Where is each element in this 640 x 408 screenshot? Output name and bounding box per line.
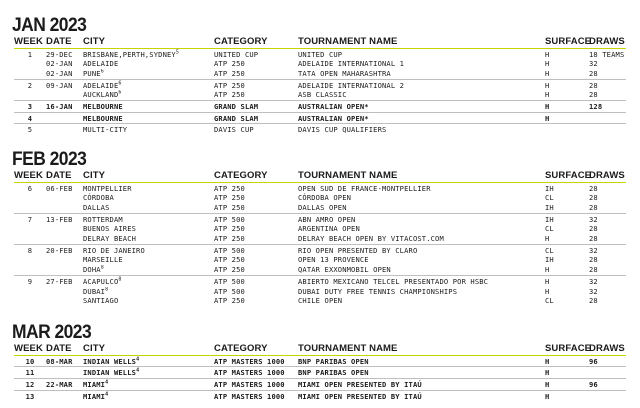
table-row [14,287,626,297]
table-row [14,69,626,79]
category-cell: ATP 250 [214,224,245,234]
city-cell [83,193,214,203]
category-cell: ATP MASTERS 1000 [214,368,285,378]
table-row [14,213,626,224]
category-column-header: CATEGORY [214,343,268,355]
footnote-marker: 4 [136,356,140,363]
week-cell: 6 [27,183,33,193]
category-cell: GRAND SLAM [214,113,259,123]
city-cell [83,265,214,275]
tournament-name-cell: MIAMI OPEN PRESENTED BY ITAÚ [298,379,422,389]
table-header-row [14,36,626,48]
date-cell [46,367,83,379]
date-cell [46,390,83,401]
date-column-header: DATE [46,170,72,182]
draws-cell: 28 [589,224,598,234]
category-cell: ATP 250 [214,90,245,100]
week-column-header: WEEK [14,343,43,355]
tournament-name-cell: AUSTRALIAN OPEN* [298,113,369,123]
category-cell: ATP 500 [214,214,245,224]
city-name: DUBAI [83,286,106,296]
draws-column-header: DRAWS [589,36,625,48]
tournament-name-cell: ASB CLASSIC [298,90,347,100]
category-cell: ATP 250 [214,234,245,244]
draws-cell: 28 [589,255,598,265]
table-row [14,390,626,401]
tournament-name-cell: UNITED CUP [298,49,343,59]
surface-cell: H [545,68,550,78]
category-cell: DAVIS CUP [214,125,254,135]
category-cell: ATP 250 [214,255,245,265]
date-cell [46,90,83,100]
date-cell: 02-JAN [46,68,73,78]
tournament-name-cell: CÓRDOBA OPEN [298,193,352,203]
table-header-row [14,170,626,182]
footnote-marker: 8 [105,286,109,293]
city-name: ACAPULCO [83,276,119,286]
date-column-header: DATE [46,343,72,355]
draws-cell: 28 [589,202,598,212]
draws-cell: 96 [589,379,598,389]
date-cell: 27-FEB [46,276,73,286]
table-row [14,355,626,367]
city-name: SANTIAGO [83,296,119,306]
tournament-name-cell: ADELAIDE INTERNATIONAL 2 [298,80,405,90]
city-cell [83,275,214,286]
tournament-name-cell: OPEN SUD DE FRANCE-MONTPELLIER [298,183,431,193]
surface-cell: H [545,286,550,296]
week-cell [14,90,46,100]
category-cell: ATP MASTERS 1000 [214,356,285,366]
city-name: ADELAIDE [83,80,119,90]
city-column-header: CITY [83,36,106,48]
surface-cell: CL [545,224,554,234]
table-row [14,59,626,69]
week-cell: 4 [27,113,33,123]
table-row [14,79,626,90]
category-cell: ATP 250 [214,296,245,306]
month-section-mar [12,323,630,401]
city-name: CÓRDOBA [83,193,114,203]
city-name: INDIAN WELLS [83,368,137,378]
week-column-header: WEEK [14,36,43,48]
tournament-name-cell: OPEN 13 PROVENCE [298,255,369,265]
surface-cell: H [545,113,550,123]
date-cell [46,265,83,275]
city-name: MELBOURNE [83,113,123,123]
surface-cell: IH [545,183,554,193]
tournament-name-column-header: TOURNAMENT NAME [298,36,398,48]
surface-cell [545,124,589,135]
draws-cell: 28 [589,80,598,90]
city-name: DELRAY BEACH [83,234,137,244]
footnote-marker: 8 [100,265,104,271]
week-cell: 7 [27,214,33,224]
tournament-name-cell: QATAR EXXONMOBIL OPEN [298,265,391,275]
draws-column-header: DRAWS [589,343,625,355]
surface-cell: IH [545,202,554,212]
table-row [14,124,626,135]
city-cell [83,124,214,135]
date-cell [46,112,83,124]
category-cell: ATP 500 [214,245,245,255]
tournament-name-cell: DALLAS OPEN [298,202,347,212]
category-cell: ATP 250 [214,193,245,203]
week-cell: 13 [25,391,35,401]
surface-column-header: SURFACE [545,36,592,48]
footnote-marker: 4 [105,391,109,398]
surface-cell: IH [545,255,554,265]
city-name: RIO DE JANEIRO [83,245,145,255]
date-cell: 16-JAN [46,102,73,112]
date-cell [46,124,83,135]
date-cell: 02-JAN [46,59,73,69]
city-cell [83,48,214,59]
table-row [14,378,626,390]
table-row [14,112,626,124]
table-row [14,367,626,379]
city-cell [83,213,214,224]
surface-cell: H [545,80,550,90]
week-cell: 3 [27,102,33,112]
draws-cell: 28 [589,183,598,193]
category-cell: ATP 250 [214,68,245,78]
city-name: MIAMI [83,391,106,401]
week-cell: 10 [25,356,35,366]
city-cell [83,203,214,213]
city-cell [83,182,214,193]
tournament-name-cell: TATA OPEN MAHARASHTRA [298,68,391,78]
tournament-name-cell: CHILE OPEN [298,296,343,306]
table-row [14,90,626,100]
category-cell: ATP 250 [214,183,245,193]
date-cell: 20-FEB [46,245,73,255]
month-title: FEB 2023 [12,149,87,170]
table-row [14,224,626,234]
surface-cell: H [545,59,550,69]
city-name: INDIAN WELLS [83,356,137,366]
city-name: MIAMI [83,379,106,389]
surface-cell: H [545,379,550,389]
table-row [14,255,626,265]
date-cell: 06-FEB [46,183,73,193]
draws-cell [589,124,626,135]
surface-cell: IH [545,214,554,224]
date-cell: 29-DEC [46,49,73,59]
city-cell [83,101,214,113]
week-cell [14,287,46,297]
city-cell [83,296,214,306]
surface-cell: CL [545,296,554,306]
surface-cell: H [545,102,550,112]
month-title: JAN 2023 [12,15,87,36]
week-cell: 12 [25,379,35,389]
surface-cell: H [545,276,550,286]
month-section-jan [12,16,630,135]
table-row [14,265,626,275]
city-name: PUNE [83,68,101,78]
surface-cell: H [545,391,550,401]
city-cell [83,355,214,367]
date-cell: 13-FEB [46,214,73,224]
category-column-header: CATEGORY [214,170,268,182]
surface-cell: H [545,368,550,378]
category-cell: GRAND SLAM [214,102,259,112]
week-cell [14,203,46,213]
draws-cell: 32 [589,245,598,255]
category-cell: ATP 250 [214,202,245,212]
draws-cell: 28 [589,296,598,306]
draws-cell: 128 [589,102,603,112]
draws-cell: 18 TEAMS [589,49,625,59]
date-cell: 09-JAN [46,80,73,90]
month-section-feb [12,150,630,306]
city-name: MONTPELLIER [83,183,132,193]
footnote-marker: 6 [100,68,104,75]
footnote-marker: 4 [136,367,140,374]
week-cell [14,296,46,306]
tournament-name-cell: ARGENTINA OPEN [298,224,360,234]
city-name: MARSEILLE [83,255,123,265]
draws-cell: 96 [589,356,598,366]
surface-cell: H [545,90,550,100]
week-cell [14,193,46,203]
tournament-name-cell: BNP PARIBAS OPEN [298,356,369,366]
city-cell [83,287,214,297]
date-cell [46,287,83,297]
date-cell [46,255,83,265]
draws-cell: 32 [589,276,598,286]
surface-column-header: SURFACE [545,343,592,355]
tournament-name-cell: MIAMI OPEN PRESENTED BY ITAÚ [298,391,422,401]
draws-cell: 28 [589,265,598,275]
tournament-name-cell: RIO OPEN PRESENTED BY CLARO [298,245,418,255]
week-cell: 2 [27,80,33,90]
tournament-name-cell: DELRAY BEACH OPEN BY VITACOST.COM [298,234,444,244]
draws-cell: 32 [589,214,598,224]
draws-cell [589,367,626,379]
date-cell [46,296,83,306]
city-name: ADELAIDE [83,59,119,69]
date-cell [46,193,83,203]
schedule-table [14,36,626,135]
city-cell [83,367,214,379]
date-cell: 22-MAR [46,379,73,389]
surface-cell: H [545,49,550,59]
category-cell: ATP MASTERS 1000 [214,379,285,389]
date-cell [46,234,83,244]
week-cell: 5 [27,125,33,135]
tournament-name-column-header: TOURNAMENT NAME [298,343,398,355]
table-row [14,296,626,306]
date-cell [46,224,83,234]
table-row [14,193,626,203]
draws-cell [589,390,626,401]
schedule-table [14,343,626,401]
city-name: BRISBANE,PERTH,SYDNEY [83,49,176,59]
city-name: ROTTERDAM [83,214,123,224]
surface-cell: H [545,234,550,244]
draws-cell: 28 [589,90,598,100]
table-row [14,101,626,113]
week-column-header: WEEK [14,170,43,182]
week-cell [14,265,46,275]
footnote-marker: 4 [105,379,109,386]
category-column-header: CATEGORY [214,36,268,48]
footnote-marker: 8 [118,276,122,283]
city-cell [83,224,214,234]
footnote-marker: 6 [118,80,122,87]
tournament-name-cell: ABN AMRO OPEN [298,214,356,224]
week-cell: 8 [27,245,33,255]
category-cell: ATP MASTERS 1000 [214,391,285,401]
city-cell [83,90,214,100]
city-cell [83,255,214,265]
draws-cell: 32 [589,59,598,69]
city-column-header: CITY [83,170,106,182]
surface-cell: CL [545,245,554,255]
table-row [14,182,626,193]
footnote-marker: 5 [175,49,180,56]
tournament-name-cell: BNP PARIBAS OPEN [298,368,369,378]
city-name: DALLAS [83,202,110,212]
schedule-table [14,170,626,306]
city-cell [83,112,214,124]
table-row [14,275,626,286]
city-cell [83,69,214,79]
city-name: BUENOS AIRES [83,224,137,234]
table-row [14,234,626,244]
draws-cell: 28 [589,68,598,78]
tournament-name-cell: AUSTRALIAN OPEN* [298,102,369,112]
city-cell [83,244,214,255]
week-cell [14,59,46,69]
table-header-row [14,343,626,355]
week-cell: 1 [27,49,33,59]
tournament-name-cell: ADELAIDE INTERNATIONAL 1 [298,59,405,69]
draws-cell: 28 [589,234,598,244]
city-cell [83,79,214,90]
week-cell [14,255,46,265]
category-cell: ATP 500 [214,286,245,296]
month-title: MAR 2023 [12,322,92,343]
table-row [14,203,626,213]
week-cell: 11 [25,368,35,378]
city-name: MULTI-CITY [83,125,128,135]
city-name: DOHA [83,265,101,275]
category-cell: ATP 250 [214,265,245,275]
city-cell [83,59,214,69]
draws-cell [589,112,626,124]
table-row [14,48,626,59]
city-name: MELBOURNE [83,102,123,112]
category-cell: ATP 250 [214,59,245,69]
city-cell [83,378,214,390]
week-cell [14,69,46,79]
table-row [14,244,626,255]
draws-cell: 28 [589,193,598,203]
week-cell [14,224,46,234]
tournament-name-cell: DUBAI DUTY FREE TENNIS CHAMPIONSHIPS [298,286,458,296]
surface-cell: H [545,265,550,275]
city-cell [83,390,214,401]
tournament-name-column-header: TOURNAMENT NAME [298,170,398,182]
tournament-name-cell: DAVIS CUP QUALIFIERS [298,125,387,135]
date-cell [46,203,83,213]
date-cell: 08-MAR [46,356,73,366]
city-column-header: CITY [83,343,106,355]
surface-cell: CL [545,193,554,203]
city-cell [83,234,214,244]
draws-cell: 32 [589,286,598,296]
category-cell: UNITED CUP [214,49,259,59]
draws-column-header: DRAWS [589,170,625,182]
surface-cell: H [545,356,550,366]
footnote-marker: 6 [118,90,122,96]
city-name: AUCKLAND [83,90,119,100]
week-cell: 9 [27,276,33,286]
week-cell [14,234,46,244]
category-cell: ATP 250 [214,80,245,90]
category-cell: ATP 500 [214,276,245,286]
surface-column-header: SURFACE [545,170,592,182]
date-column-header: DATE [46,36,72,48]
tournament-name-cell: ABIERTO MEXICANO TELCEL PRESENTADO POR HSBC [298,276,489,286]
